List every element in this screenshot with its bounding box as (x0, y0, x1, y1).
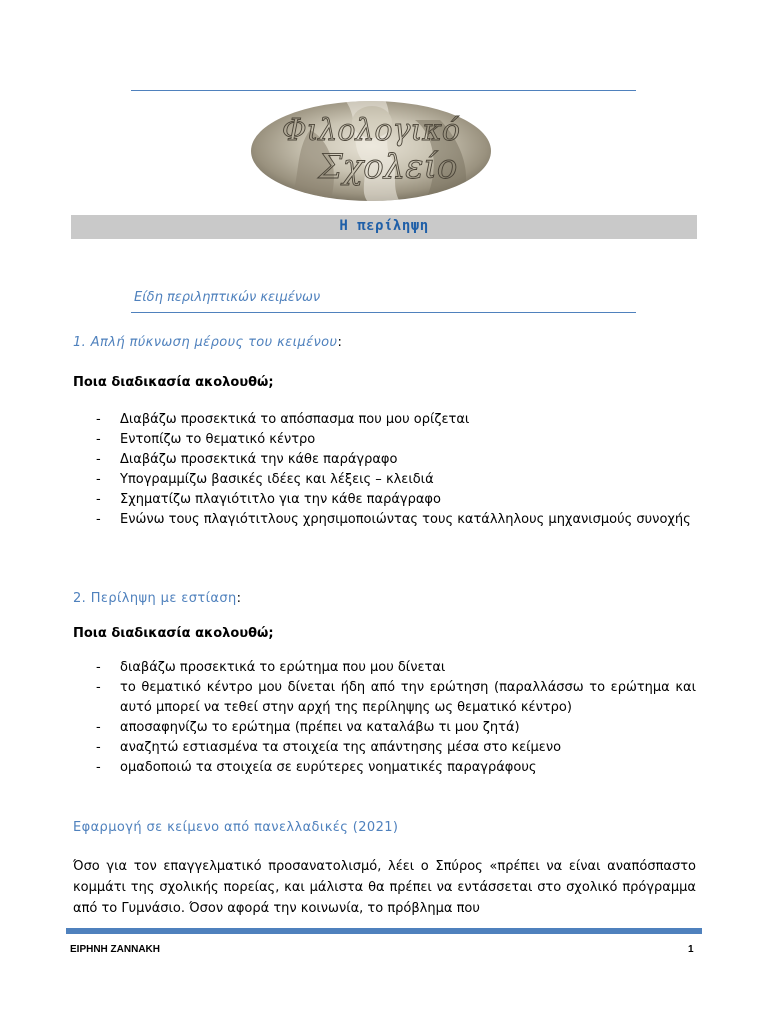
logo-line1: Φιλολογικό (282, 113, 460, 148)
section2-colon: : (236, 591, 242, 606)
list-item: - αποσαφηνίζω το ερώτημα (πρέπει να καταλάβω τι μου ζητά) (96, 720, 520, 735)
list-item-text: Υπογραμμίζω βασικές ιδέες και λέξεις – κλειδιά (120, 472, 434, 487)
list-item: - αναζητώ εστιασμένα τα στοιχεία της απάντησης μέσα στο κείμενο (96, 740, 562, 755)
subheading-rule (131, 312, 636, 313)
list-item-text: Σχηματίζω πλαγιότιτλο για την κάθε παράγραφο (120, 492, 441, 507)
section1-list (96, 410, 696, 530)
list-item-text: Διαβάζω προσεκτικά το απόσπασμα που μου ορίζεται (120, 412, 470, 427)
footer-rule (66, 928, 702, 934)
list-item-text: αποσαφηνίζω το ερώτημα (πρέπει να καταλάβω τι μου ζητά) (120, 720, 520, 735)
footer-author: ΕΙΡΗΝΗ ΖΑΝΝΑΚΗ (70, 944, 160, 955)
title-bar (71, 215, 697, 239)
list-item-text: ομαδοποιώ τα στοιχεία σε ευρύτερες νοηματικές παραγράφους (120, 760, 537, 775)
section2-question: Ποια διαδικασία ακολουθώ; (73, 626, 274, 641)
subheading: Είδη περιληπτικών κειμένων (134, 290, 321, 305)
header-rule (131, 90, 636, 91)
list-item-text: Εντοπίζω το θεματικό κέντρο (120, 432, 316, 447)
list-item-text: το θεματικό κέντρο μου δίνεται ήδη από την ερώτηση (παραλλάσσω το ερώτημα και αυτό μπορεί να τεθεί στην αρχή της περίληψης ως θεματικό κέντρο) (120, 680, 696, 715)
list-item: - Υπογραμμίζω βασικές ιδέες και λέξεις – κλειδιά (96, 472, 434, 487)
page-number: 1 (688, 944, 694, 955)
application-heading: Εφαρμογή σε κείμενο από πανελλαδικές (2021) (73, 820, 399, 835)
section1-heading: 1. Απλή πύκνωση μέρους του κειμένου (73, 335, 338, 350)
section2-heading: 2. Περίληψη με εστίαση (73, 591, 237, 606)
list-item: - Διαβάζω προσεκτικά το απόσπασμα που μου ορίζεται (96, 412, 470, 427)
list-item: - ομαδοποιώ τα στοιχεία σε ευρύτερες νοηματικές παραγράφους (96, 760, 537, 775)
list-item: - Ενώνω τους πλαγιότιτλους χρησιμοποιώντας τους κατάλληλους μηχανισμούς συνοχής (96, 512, 691, 527)
list-item-text: Διαβάζω προσεκτικά την κάθε παράγραφο (120, 452, 398, 467)
section2-list (96, 658, 696, 778)
list-item: - Σχηματίζω πλαγιότιτλο για την κάθε παράγραφο (96, 492, 441, 507)
section1-question: Ποια διαδικασία ακολουθώ; (73, 375, 274, 390)
list-item-text: διαβάζω προσεκτικά το ερώτημα που μου δίνεται (120, 660, 446, 675)
section2-heading-row (73, 591, 241, 606)
logo-line2: Σχολείο (318, 147, 458, 187)
page-title: Η περίληψη (339, 218, 429, 234)
application-paragraph: Όσο για τον επαγγελματικό προσανατολισμό, λέει ο Σπύρος «πρέπει να είναι αναπόσπαστο κομμάτι της σχολικής πορείας, και μάλιστα θα πρέπει να εντάσσεται στο σχολικό πρόγραμμα από το Γυμνάσιο. Όσον αφορά την κοινωνία, το πρόβλημα που (73, 859, 696, 916)
list-item: - Διαβάζω προσεκτικά την κάθε παράγραφο (96, 452, 398, 467)
list-item: - Εντοπίζω το θεματικό κέντρο (96, 432, 316, 447)
section1-colon: : (337, 335, 343, 350)
list-item: - διαβάζω προσεκτικά το ερώτημα που μου δίνεται (96, 660, 446, 675)
list-item-text: Ενώνω τους πλαγιότιτλους χρησιμοποιώντας τους κατάλληλους μηχανισμούς συνοχής (120, 512, 691, 527)
logo-image (250, 100, 492, 202)
list-item-text: αναζητώ εστιασμένα τα στοιχεία της απάντησης μέσα στο κείμενο (120, 740, 562, 755)
list-item: - το θεματικό κέντρο μου δίνεται ήδη από την ερώτηση (παραλλάσσω το ερώτημα και αυτό μπορεί να τεθεί στην αρχή της περίληψης ως θεματικό κέντρο) (96, 680, 696, 715)
section1-heading-row (73, 335, 342, 350)
school-logo (250, 100, 492, 202)
